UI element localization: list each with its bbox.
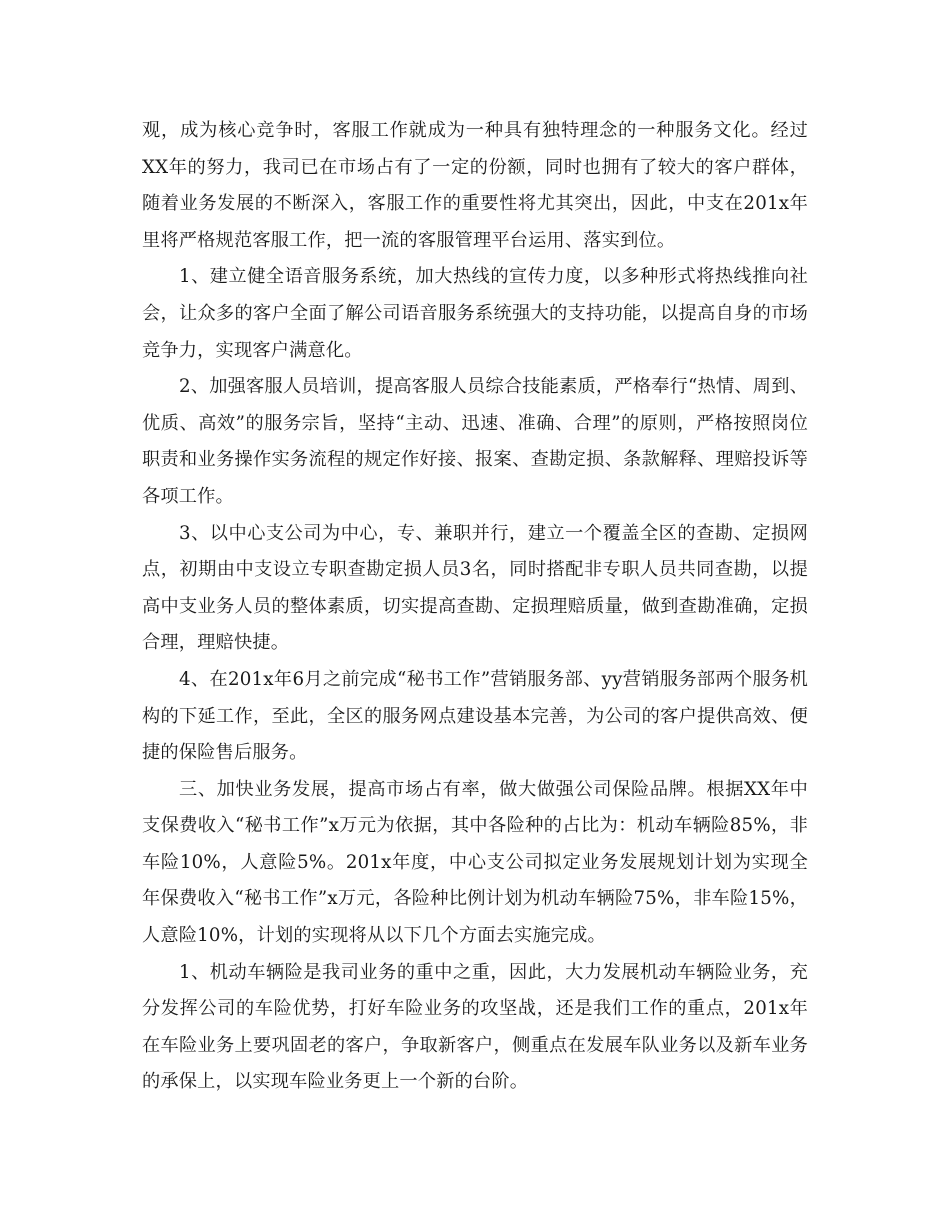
paragraph-service-outlets: 4、在201x年6月之前完成“秘书工作”营销服务部、yy营销服务部两个服务机构的下延工作，至此，全区的服务网点建设基本完善，为公司的客户提供高效、便捷的保险售后服务。 [142, 668, 808, 764]
paragraph-survey-network: 3、以中心支公司为中心，专、兼职并行，建立一个覆盖全区的查勘、定损网点，初期由中支设立专职查勘定损人员3名，同时搭配非专职人员共同查勘，以提高中支业务人员的整体素质，切实提高查勘、定损理赔质量，做到查勘准确，定损合理，理赔快捷。 [142, 522, 808, 654]
paragraph-voice-service: 1、建立健全语音服务系统，加大热线的宣传力度，以多种形式将热线推向社会，让众多的客户全面了解公司语音服务系统强大的支持功能，以提高自身的市场竞争力，实现客户满意化。 [142, 266, 808, 361]
paragraph-staff-training: 2、加强客服人员培训，提高客服人员综合技能素质，严格奉行“热情、周到、优质、高效”的服务宗旨，坚持“主动、迅速、准确、合理”的原则，严格按照岗位职责和业务操作实务流程的规定作好接、报案、查勘定损、条款解释、理赔投诉等各项工作。 [142, 376, 808, 507]
paragraph-business-development: 三、加快业务发展，提高市场占有率，做大做强公司保险品牌。根据XX年中支保费收入“秘书工作”x万元为依据，其中各险种的占比为：机动车辆险85%，非车险10%，人意险5%。201x年度，中心支公司拟定业务发展规划计划为实现全年保费收入“秘书工作”x万元，各险种比例计划为机动车辆险75%，非车险15%，人意险10%，计划的实现将从以下几个方面去实施完成。 [142, 778, 808, 947]
paragraph-motor-insurance: 1、机动车辆险是我司业务的重中之重，因此，大力发展机动车辆险业务，充分发挥公司的车险优势，打好车险业务的攻坚战，还是我们工作的重点，201x年在车险业务上要巩固老的客户，争取新客户，侧重点在发展车队业务以及新车业务的承保上，以实现车险业务更上一个新的台阶。 [142, 961, 808, 1093]
paragraph-continuation: 观，成为核心竞争时，客服工作就成为一种具有独特理念的一种服务文化。经过XX年的努力，我司已在市场占有了一定的份额，同时也拥有了较大的客户群体，随着业务发展的不断深入，客服工作的重要性将尤其突出，因此，中支在201x年里将严格规范客服工作，把一流的客服管理平台运用、落实到位。 [142, 120, 808, 251]
document-body [142, 113, 808, 1101]
